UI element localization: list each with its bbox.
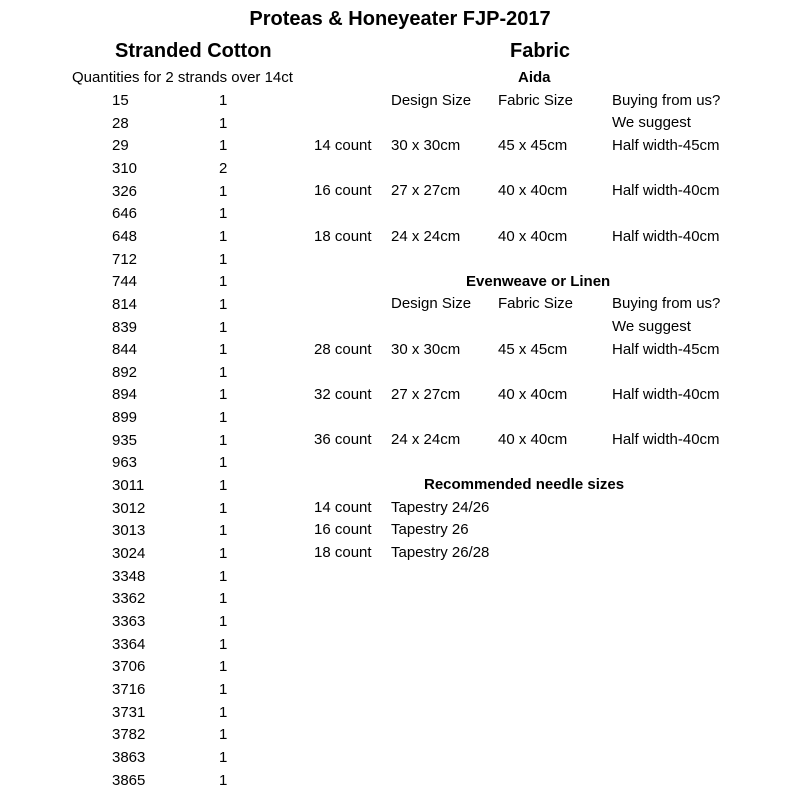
thread-quantity: 1 xyxy=(219,748,228,766)
aida-row-fabric: 40 x 40cm xyxy=(498,228,568,245)
thread-quantity: 1 xyxy=(219,612,228,630)
thread-code: 3731 xyxy=(112,703,146,721)
thread-quantity: 1 xyxy=(219,409,228,427)
thread-code: 3012 xyxy=(112,499,146,517)
evenweave-row-count: 28 count xyxy=(314,341,372,358)
thread-code: 3011 xyxy=(112,477,145,495)
thread-quantity: 1 xyxy=(219,182,228,200)
thread-code: 3782 xyxy=(112,726,146,744)
thread-code: 3865 xyxy=(112,771,146,789)
thread-quantity: 1 xyxy=(219,567,228,585)
thread-code: 3716 xyxy=(112,680,146,698)
aida-col-suggest: We suggest xyxy=(612,114,691,131)
thread-quantity: 1 xyxy=(219,273,228,291)
thread-quantity: 1 xyxy=(219,771,228,789)
thread-quantity: 1 xyxy=(219,295,228,313)
needle-row-count: 16 count xyxy=(314,521,372,538)
page-title: Proteas & Honeyeater FJP-2017 xyxy=(249,8,551,30)
aida-row-suggest: Half width-40cm xyxy=(612,182,720,199)
thread-quantity: 1 xyxy=(219,499,228,517)
evenweave-col-buying: Buying from us? xyxy=(612,295,721,312)
needles-heading: Recommended needle sizes xyxy=(424,476,625,493)
evenweave-row-design: 30 x 30cm xyxy=(391,341,461,358)
threads-heading: Stranded Cotton xyxy=(115,40,272,62)
thread-code: 326 xyxy=(112,182,138,200)
thread-quantity: 1 xyxy=(219,227,228,245)
thread-code: 3364 xyxy=(112,635,146,653)
thread-code: 15 xyxy=(112,92,129,109)
thread-quantity: 1 xyxy=(219,137,228,155)
evenweave-col-suggest: We suggest xyxy=(612,318,691,335)
aida-row-fabric: 45 x 45cm xyxy=(498,137,568,154)
evenweave-row-fabric: 45 x 45cm xyxy=(498,341,568,358)
thread-quantity: 1 xyxy=(219,545,228,562)
fabric-heading: Fabric xyxy=(510,40,571,62)
evenweave-row-suggest: Half width-40cm xyxy=(612,431,720,448)
thread-code: 646 xyxy=(112,205,138,223)
thread-quantity: 1 xyxy=(219,114,228,132)
thread-code: 712 xyxy=(112,250,138,268)
evenweave-col-design-size: Design Size xyxy=(391,295,472,312)
thread-quantity: 1 xyxy=(219,658,228,676)
aida-row-design: 27 x 27cm xyxy=(391,182,461,199)
needle-row-count: 14 count xyxy=(314,499,372,516)
aida-heading: Aida xyxy=(518,69,551,86)
threads-subheading: Quantities for 2 strands over 14ct xyxy=(72,69,293,86)
aida-row-suggest: Half width-40cm xyxy=(612,228,720,245)
evenweave-row-fabric: 40 x 40cm xyxy=(498,386,568,403)
evenweave-col-fabric-size: Fabric Size xyxy=(498,295,574,312)
thread-code: 310 xyxy=(112,159,138,177)
evenweave-row-count: 36 count xyxy=(314,431,372,448)
thread-quantity: 1 xyxy=(219,363,228,381)
thread-code: 744 xyxy=(112,273,138,291)
evenweave-row-design: 24 x 24cm xyxy=(391,431,461,448)
aida-row-design: 24 x 24cm xyxy=(391,228,461,245)
evenweave-row-fabric: 40 x 40cm xyxy=(498,431,568,448)
thread-quantity: 1 xyxy=(219,477,228,495)
aida-row-fabric: 40 x 40cm xyxy=(498,182,568,199)
aida-row-count: 18 count xyxy=(314,228,372,245)
needle-row-size: Tapestry 26 xyxy=(391,521,469,538)
thread-code: 935 xyxy=(112,431,138,449)
needle-row-size: Tapestry 24/26 xyxy=(391,499,490,516)
thread-quantity: 1 xyxy=(219,522,228,540)
thread-code: 894 xyxy=(112,386,138,404)
evenweave-row-suggest: Half width-40cm xyxy=(612,386,720,403)
thread-code: 892 xyxy=(112,363,138,381)
thread-quantity: 1 xyxy=(219,431,228,449)
thread-code: 963 xyxy=(112,454,138,472)
needle-row-size: Tapestry 26/28 xyxy=(391,544,490,561)
thread-code: 3363 xyxy=(112,612,146,630)
thread-quantity: 2 xyxy=(219,159,228,177)
thread-code: 3706 xyxy=(112,658,146,676)
thread-code: 844 xyxy=(112,341,138,359)
thread-quantity: 1 xyxy=(219,250,228,268)
evenweave-row-suggest: Half width-45cm xyxy=(612,341,720,358)
thread-code: 3863 xyxy=(112,748,146,766)
thread-quantity: 1 xyxy=(219,680,228,698)
thread-quantity: 1 xyxy=(219,635,228,653)
aida-row-count: 16 count xyxy=(314,182,372,199)
thread-quantity: 1 xyxy=(219,590,228,608)
thread-quantity: 1 xyxy=(219,205,228,223)
needle-row-count: 18 count xyxy=(314,544,372,561)
thread-code: 899 xyxy=(112,409,138,427)
evenweave-row-design: 27 x 27cm xyxy=(391,386,461,403)
aida-col-design-size: Design Size xyxy=(391,92,472,109)
thread-code: 3348 xyxy=(112,567,146,585)
thread-quantity: 1 xyxy=(219,92,228,109)
thread-quantity: 1 xyxy=(219,386,228,404)
thread-quantity: 1 xyxy=(219,341,228,359)
aida-row-suggest: Half width-45cm xyxy=(612,137,720,154)
thread-code: 814 xyxy=(112,295,138,313)
aida-row-design: 30 x 30cm xyxy=(391,137,461,154)
thread-code: 3362 xyxy=(112,590,146,608)
thread-code: 3013 xyxy=(112,522,146,540)
thread-code: 3024 xyxy=(112,545,146,562)
aida-row-count: 14 count xyxy=(314,137,372,154)
thread-code: 28 xyxy=(112,114,129,132)
thread-code: 29 xyxy=(112,137,129,155)
aida-col-buying: Buying from us? xyxy=(612,92,721,109)
thread-quantity: 1 xyxy=(219,726,228,744)
thread-code: 648 xyxy=(112,227,138,245)
thread-quantity: 1 xyxy=(219,703,228,721)
thread-quantity: 1 xyxy=(219,318,228,336)
thread-code: 839 xyxy=(112,318,138,336)
thread-quantity: 1 xyxy=(219,454,228,472)
evenweave-heading: Evenweave or Linen xyxy=(466,273,611,290)
aida-col-fabric-size: Fabric Size xyxy=(498,92,574,109)
evenweave-row-count: 32 count xyxy=(314,386,372,403)
